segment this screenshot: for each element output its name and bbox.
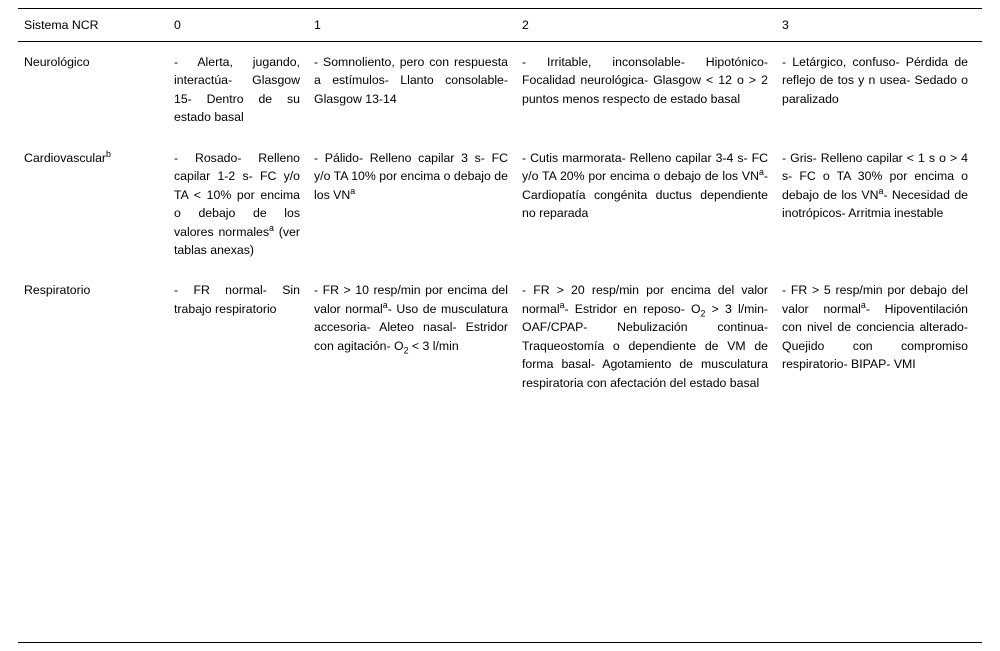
cell-respiratorio-0: - FR normal- Sin trabajo respiratorio (174, 283, 300, 316)
cell-respiratorio-3 (782, 270, 982, 402)
cell-text-tail: - Hipoventilación con nivel de conciencia alterado- Quejido con compromiso respiratorio- BIPAP- VMI (782, 301, 968, 372)
system-name: Cardiovascular (24, 150, 107, 165)
ncr-score-table (18, 8, 982, 402)
row-label-neurologico (18, 42, 174, 138)
cell-text-tail: (ver tablas anexas) (174, 224, 300, 257)
system-name: Respiratorio (24, 283, 91, 298)
footnote-marker-a: a (269, 222, 274, 233)
cell-cardiovascular-2 (522, 138, 782, 271)
cell-neurologico-2: - Irritable, inconsolable- Hipotónico- Focalidad neurológica- Glasgow < 12 o > 2 puntos menos respecto de estado basal (522, 55, 768, 106)
cell-respiratorio-2 (522, 270, 782, 402)
row-label-cardiovascular (18, 138, 174, 271)
oxygen-label: $O_2 < 3$ l/min (393, 338, 459, 356)
header-row (18, 9, 982, 42)
table-row (18, 270, 982, 402)
cell-neurologico-3: - Letárgico, confuso- Pérdida de reflejo de tos y n usea- Sedado o paralizado (782, 55, 968, 106)
column-header-1: 1 (314, 9, 522, 42)
footnote-marker-b: b (106, 148, 111, 159)
cell-text-tail: - Uso de musculatura accesoria- Aleteo nasal- Estridor con agitación- (314, 301, 508, 353)
cell-cardiovascular-1 (314, 138, 522, 271)
footnote-marker-a: a (382, 299, 388, 310)
table-row (18, 42, 982, 138)
footnote-marker-a: a (758, 167, 764, 178)
row-label-respiratorio (18, 270, 174, 402)
system-name: Neurológico (24, 55, 90, 69)
column-header-0: 0 (174, 9, 314, 42)
footnote-marker-a: a (860, 299, 866, 310)
column-header-2: 2 (522, 9, 782, 42)
footnote-marker-a: a (350, 185, 356, 196)
cell-text: - FR > 10 resp/min por encima del valor normal (314, 283, 508, 316)
cell-cardiovascular-3 (782, 138, 982, 271)
cell-respiratorio-1 (314, 270, 522, 402)
table-header (18, 9, 982, 42)
cell-text-tail: - Necesidad de inotrópicos- Arritmia inestable (782, 187, 968, 221)
table-row (18, 138, 982, 271)
table-body (18, 42, 982, 403)
footnote-marker-a: a (559, 299, 565, 310)
cell-text: - Rosado- Relleno capilar 1-2 s- FC y/o TA < 10% por encima o debajo de los valores normales (174, 150, 300, 239)
cell-text-tail: - Cardiopatía congénita ductus dependiente no reparada (522, 169, 768, 221)
cell-text: - FR > 5 resp/min por debajo del valor normal (782, 283, 968, 316)
cell-cardiovascular-0 (174, 138, 314, 271)
cell-text: - Cutis marmorata- Relleno capilar 3-4 s- FC y/o TA 20% por encima o debajo de los VN (522, 150, 768, 184)
cell-neurologico-0: - Alerta, jugando, interactúa- Glasgow 15- Dentro de su estado basal (174, 55, 300, 125)
document-page (0, 8, 1000, 651)
footnote-marker-a: a (878, 185, 884, 196)
cell-text: - Gris- Relleno capilar < 1 s o > 4 s- FC o TA 30% por encima o debajo de los VN (782, 150, 968, 202)
cell-text: - FR > 20 resp/min por encima del valor normal (522, 283, 768, 316)
cell-text-tail: - Estridor en reposo- (564, 301, 685, 316)
cell-neurologico-1: - Somnoliento, pero con respuesta a estímulos- Llanto consolable- Glasgow 13-14 (314, 55, 508, 106)
cell-text: - Pálido- Relleno capilar 3 s- FC y/o TA 10% por encima o debajo de los VN (314, 150, 508, 202)
oxygen-label: $O_2 > 3$ l/min- OAF/CPAP- Nebulización continua- Traqueostomía o dependiente de VM de forma basal- Agotamiento de musculatura respiratoria con afectación del estado basal (522, 301, 768, 390)
column-header-system: Sistema NCR (18, 9, 174, 42)
column-header-3: 3 (782, 9, 982, 42)
